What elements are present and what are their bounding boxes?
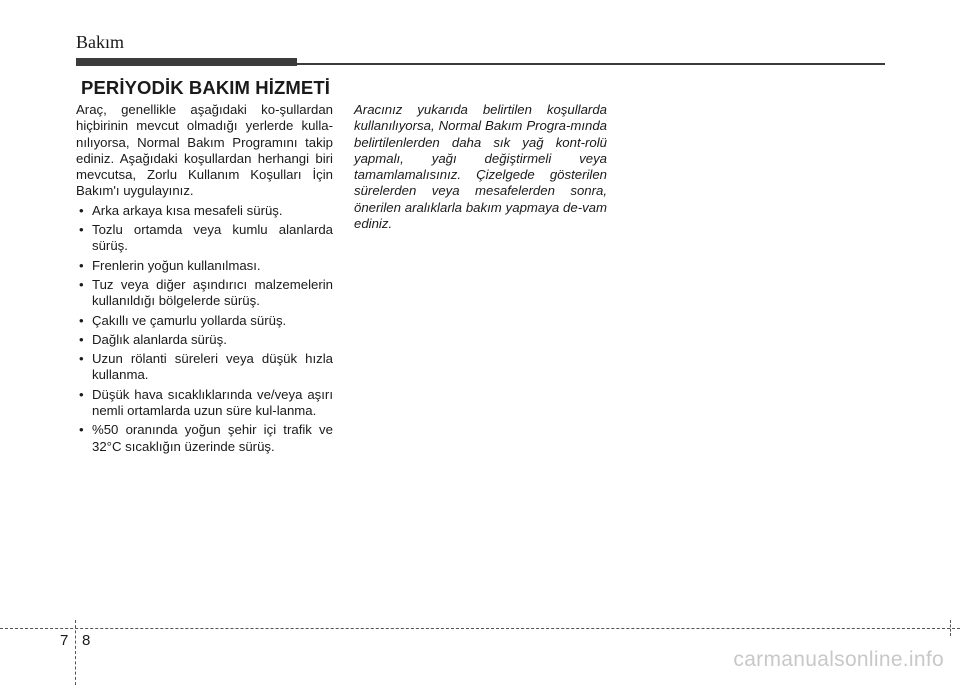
list-item — [76, 313, 333, 329]
bullet-icon: • — [79, 257, 84, 273]
list-item — [76, 258, 333, 274]
bullet-icon: • — [79, 276, 84, 292]
condition-list — [76, 203, 333, 455]
bullet-icon: • — [79, 202, 84, 218]
section-number: 7 — [60, 632, 69, 649]
header-bar — [76, 58, 297, 66]
page-number: 8 — [82, 632, 91, 649]
list-item-text: %50 oranında yoğun şehir içi trafik ve 32°C sıcaklığın üzerinde sürüş. — [92, 422, 333, 454]
page-title: PERİYODİK BAKIM HİZMETİ — [81, 77, 330, 98]
section-header: Bakım — [76, 32, 124, 52]
bullet-icon: • — [79, 422, 84, 438]
list-item — [76, 222, 333, 255]
list-item — [76, 422, 333, 455]
list-item-text: Uzun rölanti süreleri veya düşük hızla kullanma. — [92, 351, 333, 383]
note-paragraph: Aracınız yukarıda belirtilen koşullarda kullanılıyorsa, Normal Bakım Progra-mında belirtilenlerden daha sık yağ kont-rolü yapmalı, yağı değiştirmeli veya tamamlamalısınız. Çizelgede gösterilen sürelerden veya mesafelerden sonra, önerilen aralıklarla bakım yapmaya de-vam ediniz. — [354, 102, 607, 232]
bullet-icon: • — [79, 331, 84, 347]
list-item — [76, 203, 333, 219]
list-item — [76, 277, 333, 310]
intro-paragraph: Araç, genellikle aşağıdaki ko-şullardan hiçbirinin mevcut olmadığı yerlerde kulla-nılıyorsa, Normal Bakım Programını takip ediniz. Aşağıdaki koşullardan herhangi biri mevcutsa, Zorlu Kullanım Koşulları İçin Bakım'ı uygulayınız. — [76, 102, 333, 199]
left-column — [76, 102, 333, 455]
bullet-icon: • — [79, 351, 84, 367]
list-item-text: Arka arkaya kısa mesafeli sürüş. — [92, 202, 283, 218]
list-item-text: Tuz veya diğer aşındırıcı malzemelerin kullanıldığı bölgelerde sürüş. — [92, 276, 333, 309]
list-item — [76, 351, 333, 384]
right-column — [354, 102, 607, 232]
footer-rule — [0, 628, 960, 629]
list-item-text: Düşük hava sıcaklıklarında ve/veya aşırı nemli ortamlarda uzun süre kul-lanma. — [92, 386, 333, 419]
bullet-icon: • — [79, 312, 84, 328]
header-rule — [297, 63, 885, 65]
footer-crop-mark — [950, 620, 951, 636]
list-item-text: Frenlerin yoğun kullanılması. — [92, 257, 261, 273]
bullet-icon: • — [79, 386, 84, 402]
bullet-icon: • — [79, 222, 84, 238]
list-item — [76, 387, 333, 420]
watermark: carmanualsonline.info — [733, 648, 944, 671]
footer-divider — [75, 620, 76, 685]
list-item-text: Çakıllı ve çamurlu yollarda sürüş. — [92, 312, 287, 328]
list-item-text: Tozlu ortamda veya kumlu alanlarda sürüş. — [92, 222, 333, 254]
list-item — [76, 332, 333, 348]
list-item-text: Dağlık alanlarda sürüş. — [92, 331, 227, 347]
